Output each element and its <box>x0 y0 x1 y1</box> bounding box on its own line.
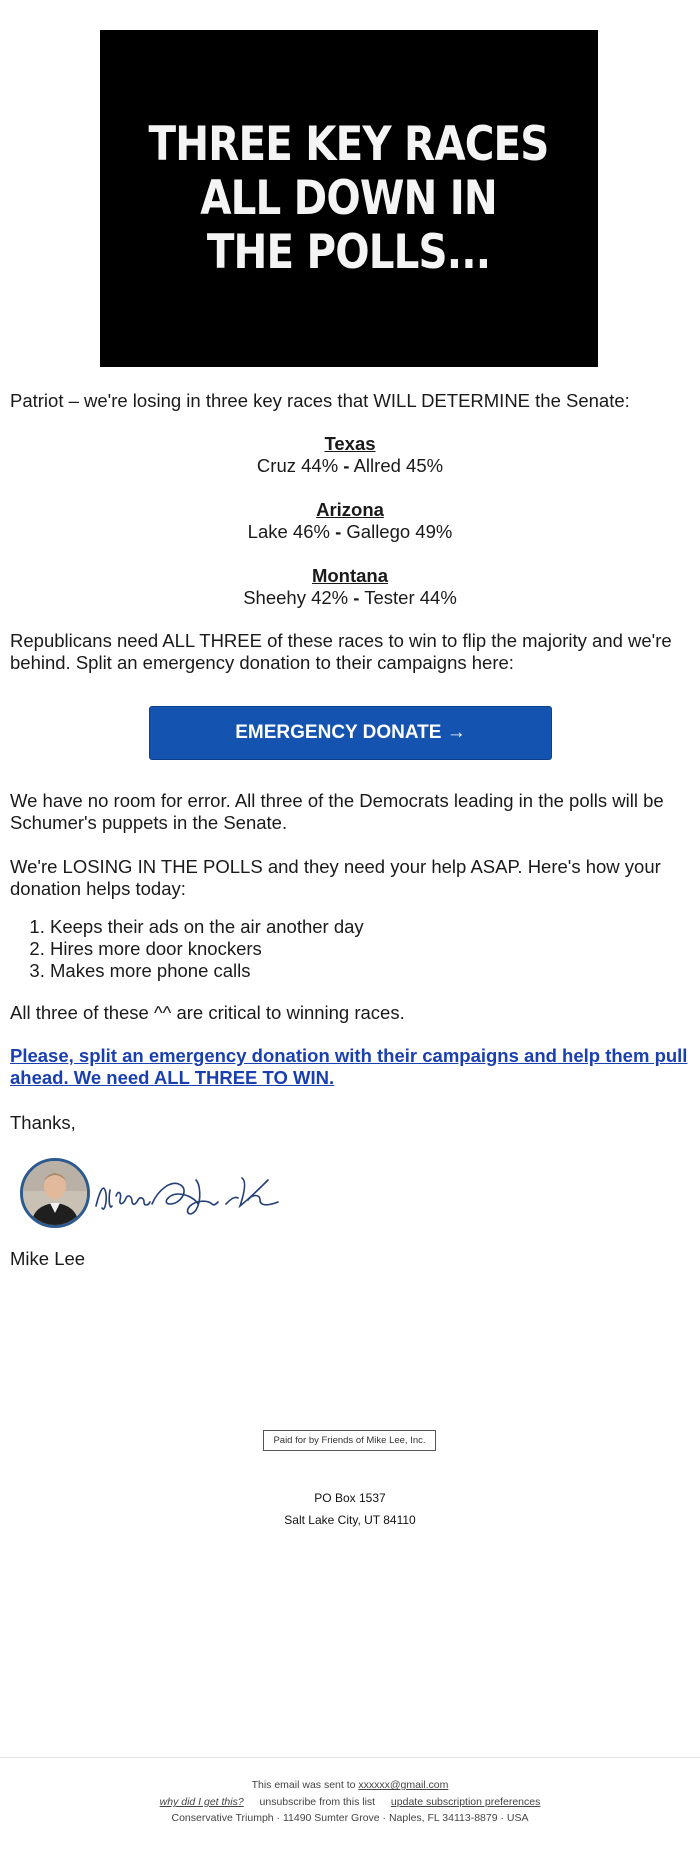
signer-name: Mike Lee <box>10 1248 86 1269</box>
paid-for-disclaimer: Paid for by Friends of Mike Lee, Inc. <box>263 1430 436 1451</box>
need-text: Republicans need ALL THREE of these races to win to flip the majority and we're behind. Split an emergency donation to their campaigns here: <box>10 630 672 673</box>
portrait-image <box>23 1161 87 1225</box>
race-state: Montana <box>311 565 389 586</box>
avatar <box>20 1158 90 1228</box>
email-address-link[interactable]: xxxxxx@gmail.com <box>358 1779 449 1791</box>
list-item: 2. Hires more door knockers <box>50 938 364 960</box>
footer-links <box>0 1796 700 1808</box>
help-list <box>10 916 364 982</box>
race-scores: Sheehy 42% - Tester 44% <box>243 587 457 608</box>
race-montana <box>0 565 700 609</box>
address-line-2: Salt Lake City, UT 84110 <box>284 1513 416 1527</box>
race-scores: Cruz 44% - Allred 45% <box>256 455 444 476</box>
race-state: Arizona <box>316 499 384 520</box>
unsubscribe-link[interactable]: unsubscribe from this list <box>259 1796 376 1808</box>
update-preferences-link[interactable]: update subscription preferences <box>390 1796 541 1808</box>
sent-to-line: This email was sent to xxxxxx@gmail.com <box>251 1779 449 1791</box>
list-item: 3. Makes more phone calls <box>50 960 364 982</box>
race-arizona <box>0 499 700 543</box>
hero-image <box>100 30 598 367</box>
losing-text: We're LOSING IN THE POLLS and they need your help ASAP. Here's how your donation helps today: <box>10 856 661 899</box>
address-line-1: PO Box 1537 <box>314 1491 386 1505</box>
footer-divider <box>0 1757 700 1758</box>
intro-text: Patriot – we're losing in three key races that WILL DETERMINE the Senate: <box>10 390 630 411</box>
race-scores: Lake 46% - Gallego 49% <box>247 521 453 542</box>
race-texas <box>0 433 700 477</box>
org-address: Conservative Triumph · 11490 Sumter Grove · Naples, FL 34113-8879 · USA <box>171 1812 529 1824</box>
critical-text: All three of these ^^ are critical to winning races. <box>10 1002 405 1023</box>
list-item: 1. Keeps their ads on the air another day <box>50 916 364 938</box>
hero-headline: THREE KEY RACES ALL DOWN IN THE POLLS... <box>148 116 549 280</box>
race-state: Texas <box>324 433 376 454</box>
emergency-donate-button[interactable]: EMERGENCY DONATE → <box>149 706 552 760</box>
donate-link[interactable]: Please, split an emergency donation with their campaigns and help them pull ahead. We need ALL THREE TO WIN. <box>10 1045 688 1088</box>
thanks-text: Thanks, <box>10 1112 76 1133</box>
signature-image <box>92 1160 282 1226</box>
why-did-i-get-this-link[interactable]: why did I get this? <box>159 1796 244 1808</box>
no-room-text: We have no room for error. All three of the Democrats leading in the polls will be Schumer's puppets in the Senate. <box>10 790 664 833</box>
